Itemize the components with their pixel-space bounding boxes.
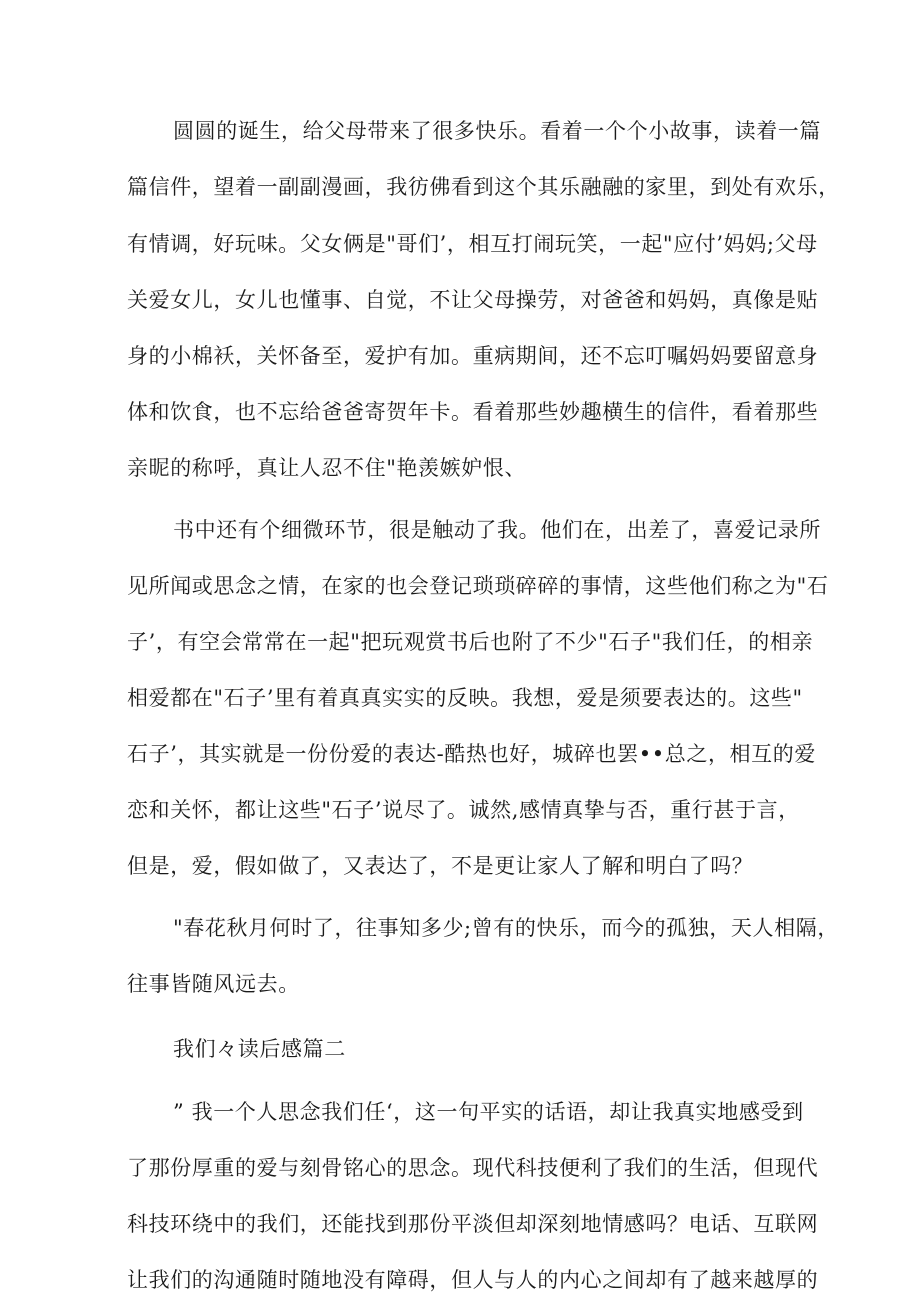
text-line-7: 亲昵的称呼，真让人忍不住"艳羡嫉妒恨、 xyxy=(127,456,527,480)
text-line-20: 科技环绕中的我们，还能找到那份平淡但却深刻地情感吗？电话、互联网 xyxy=(127,1212,819,1236)
text-line-2: 篇信件，望着一副副漫画，我彷佛看到这个其乐融融的家里，到处有欢乐， xyxy=(127,175,840,199)
text-line-14: 但是，爱，假如做了，又表达了，不是更让家人了解和明白了吗？ xyxy=(127,854,754,878)
text-line-15: "春花秋月何时了，往事知多少;曾有的快乐，而今的孤独，天人相隔， xyxy=(173,916,839,940)
text-line-4: 关爱女儿，女儿也懂事、自觉，不让父母操劳，对爸爸和妈妈，真像是贴 xyxy=(127,288,819,312)
text-line-12: 石子’，其实就是一份份爱的表达-酷热也好，城碎也罢••总之，相互的爱 xyxy=(127,742,816,766)
text-line-5: 身的小棉袄，关怀备至，爱护有加。重病期间，还不忘叮嘱妈妈要留意身 xyxy=(127,344,819,368)
text-line-8: 书中还有个细微环节，很是触动了我。他们在，出差了，喜爱记录所 xyxy=(173,518,821,542)
text-line-16: 往事皆随风远去。 xyxy=(127,972,300,996)
text-line-18: ” 我一个人思念我们任‘，这一句平实的话语，却让我真实地感受到 xyxy=(173,1100,804,1124)
text-line-21: 让我们的沟通随时随地没有障碍，但人与人的内心之间却有了越来越厚的 xyxy=(127,1268,819,1292)
text-line-13: 恋和关怀，都让这些"石子’说尽了。诚然,感情真挚与否，重行甚于言， xyxy=(127,798,800,822)
text-line-10: 子’，有空会常常在一起"把玩观赏书后也附了不少"石子"我们任，的相亲 xyxy=(127,630,814,654)
text-line-3: 有情调，好玩味。父女俩是"哥们’，相互打闹玩笑，一起"应付’妈妈;父母 xyxy=(127,232,818,256)
text-line-1: 圆圆的诞生，给父母带来了很多快乐。看着一个个小故事，读着一篇 xyxy=(173,119,821,143)
text-line-19: 了那份厚重的爱与刻骨铭心的思念。现代科技便利了我们的生活，但现代 xyxy=(127,1156,819,1180)
text-line-11: 相爱都在"石子’里有着真真实实的反映。我想，爱是须要表达的。这些" xyxy=(127,686,803,710)
section-heading: 我们々读后感篇二 xyxy=(173,1037,346,1061)
text-line-6: 体和饮食，也不忘给爸爸寄贺年卡。看着那些妙趣横生的信件，看着那些 xyxy=(127,400,819,424)
text-line-9: 见所闻或思念之情，在家的也会登记琐琐碎碎的事情，这些他们称之为"石 xyxy=(127,574,829,598)
